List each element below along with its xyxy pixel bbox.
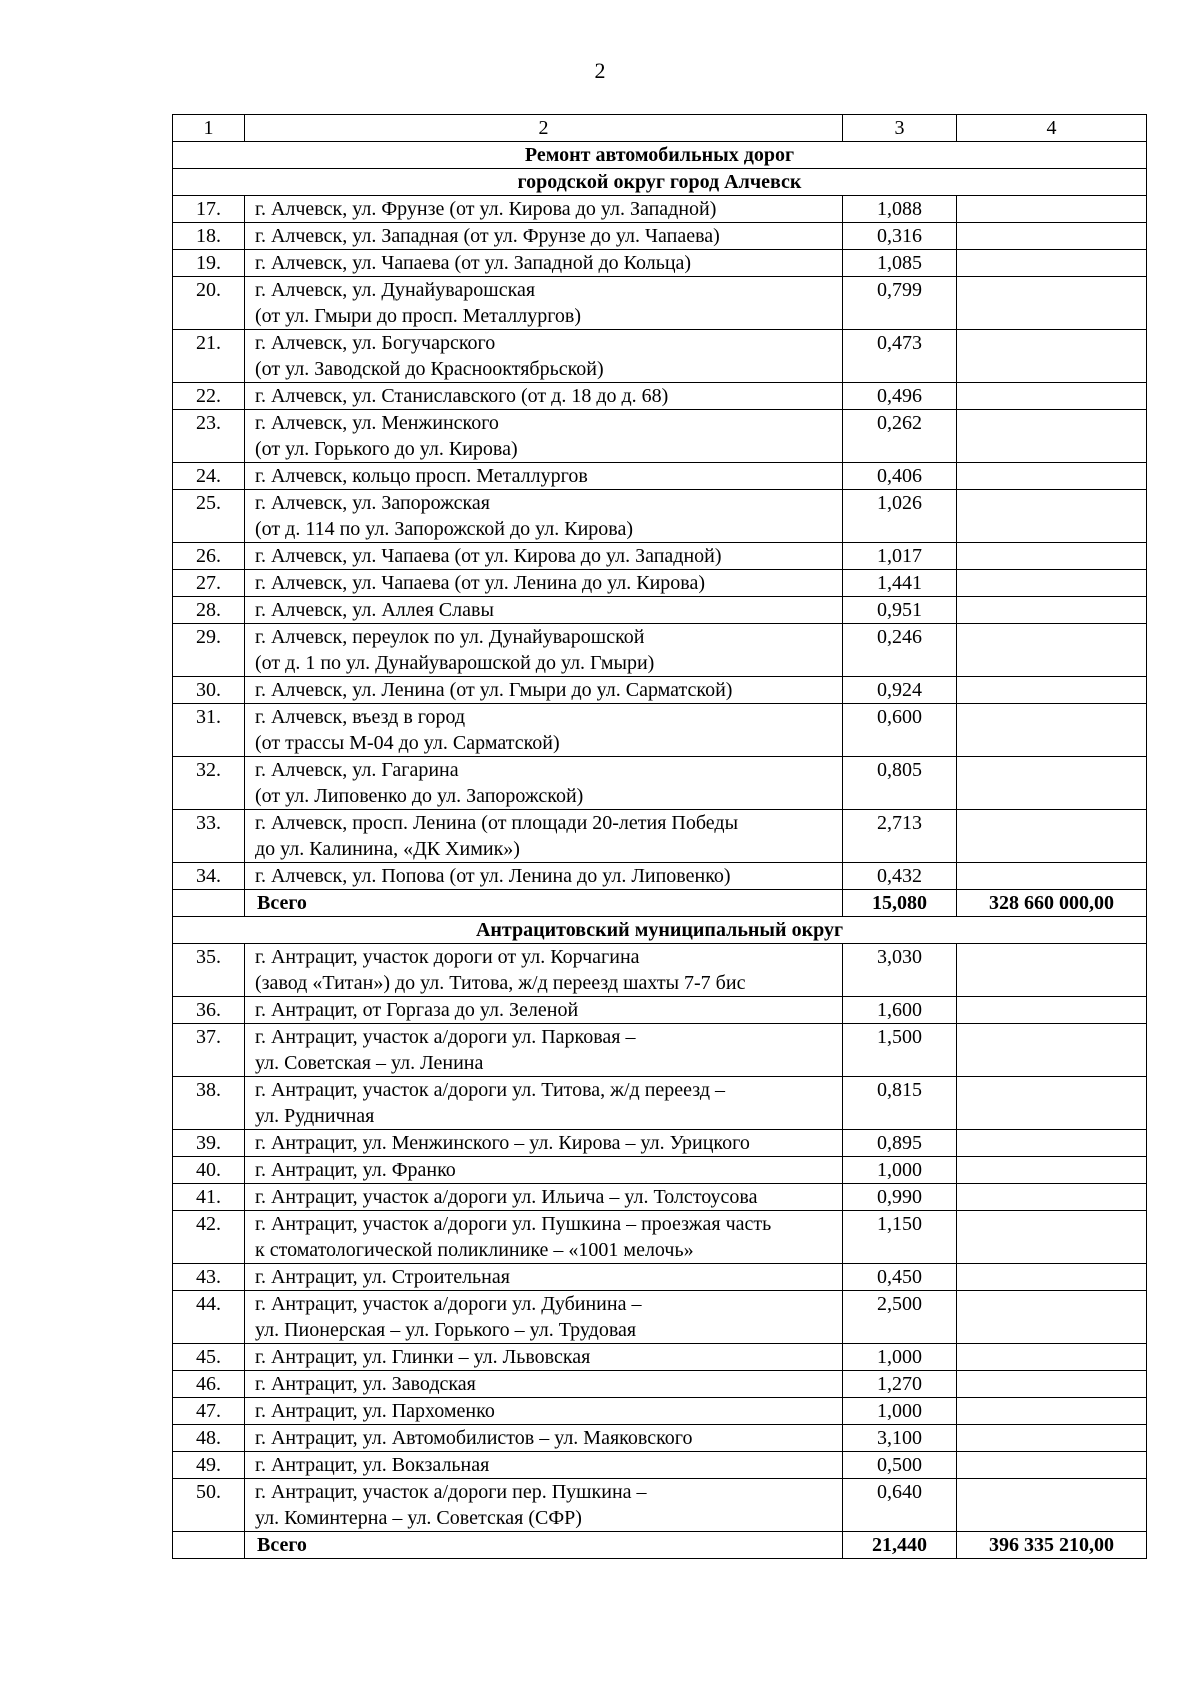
row-number: 30. <box>173 677 245 704</box>
road-section-description <box>245 1157 843 1184</box>
length-value: 1,017 <box>843 543 957 570</box>
amount-cell <box>957 624 1147 677</box>
group-title: Антрацитовский муниципальный округ <box>173 917 1147 944</box>
length-value: 1,600 <box>843 997 957 1024</box>
amount-cell <box>957 1344 1147 1371</box>
table-row <box>173 1184 1147 1211</box>
road-section-description <box>245 1264 843 1291</box>
amount-cell <box>957 383 1147 410</box>
table-row <box>173 944 1147 997</box>
road-section-description <box>245 570 843 597</box>
row-number: 25. <box>173 490 245 543</box>
table-row <box>173 624 1147 677</box>
road-section-description <box>245 704 843 757</box>
length-value: 0,895 <box>843 1130 957 1157</box>
table-row <box>173 383 1147 410</box>
amount-cell <box>957 997 1147 1024</box>
description-line: г. Антрацит, участок а/дороги пер. Пушкина – <box>255 1481 647 1503</box>
row-number: 36. <box>173 997 245 1024</box>
row-number: 43. <box>173 1264 245 1291</box>
road-section-description <box>245 1425 843 1452</box>
length-value: 1,500 <box>843 1024 957 1077</box>
description-line: г. Алчевск, ул. Ленина (от ул. Гмыри до ул. Сарматской) <box>255 679 733 701</box>
amount-cell <box>957 1479 1147 1532</box>
group-title: городской округ город Алчевск <box>173 169 1147 196</box>
description-line: (от ул. Заводской до Краснооктябрьской) <box>255 358 604 380</box>
length-value: 1,000 <box>843 1344 957 1371</box>
road-section-description <box>245 1077 843 1130</box>
table-row <box>173 1077 1147 1130</box>
total-number-cell <box>173 1532 245 1559</box>
table-row <box>173 570 1147 597</box>
road-section-description <box>245 410 843 463</box>
column-number-row <box>173 115 1147 142</box>
length-value: 1,000 <box>843 1398 957 1425</box>
description-line: ул. Рудничная <box>255 1105 375 1127</box>
table-row <box>173 1130 1147 1157</box>
road-section-description <box>245 543 843 570</box>
amount-cell <box>957 1211 1147 1264</box>
road-section-description <box>245 250 843 277</box>
total-length: 21,440 <box>843 1532 957 1559</box>
row-number: 42. <box>173 1211 245 1264</box>
length-value: 0,432 <box>843 863 957 890</box>
amount-cell <box>957 757 1147 810</box>
table-row <box>173 997 1147 1024</box>
road-section-description <box>245 944 843 997</box>
description-line: г. Алчевск, въезд в город <box>255 706 466 728</box>
description-line: г. Алчевск, ул. Богучарского <box>255 332 496 354</box>
road-section-description <box>245 330 843 383</box>
amount-cell <box>957 196 1147 223</box>
row-number: 31. <box>173 704 245 757</box>
row-number: 22. <box>173 383 245 410</box>
description-line: г. Антрацит, участок а/дороги ул. Парковая – <box>255 1026 636 1048</box>
table-row <box>173 277 1147 330</box>
amount-cell <box>957 463 1147 490</box>
length-value: 1,270 <box>843 1371 957 1398</box>
table-row <box>173 863 1147 890</box>
description-line: г. Антрацит, участок а/дороги ул. Ильича – ул. Толстоусова <box>255 1186 758 1208</box>
road-section-description <box>245 196 843 223</box>
description-line: г. Алчевск, ул. Чапаева (от ул. Ленина до ул. Кирова) <box>255 572 706 594</box>
total-row <box>173 1532 1147 1559</box>
amount-cell <box>957 1077 1147 1130</box>
road-section-description <box>245 597 843 624</box>
amount-cell <box>957 944 1147 997</box>
description-line: г. Алчевск, ул. Чапаева (от ул. Западной до Кольца) <box>255 252 692 274</box>
table-row <box>173 677 1147 704</box>
road-section-description <box>245 490 843 543</box>
description-line: г. Алчевск, переулок по ул. Дунайуварошской <box>255 626 645 648</box>
row-number: 46. <box>173 1371 245 1398</box>
description-line: (от ул. Горького до ул. Кирова) <box>255 438 518 460</box>
description-line: г. Антрацит, ул. Автомобилистов – ул. Маяковского <box>255 1427 693 1449</box>
length-value: 0,450 <box>843 1264 957 1291</box>
description-line: к стоматологической поликлинике – «1001 мелочь» <box>255 1239 694 1261</box>
description-line: г. Антрацит, участок а/дороги ул. Пушкина – проезжая часть <box>255 1213 772 1235</box>
amount-cell <box>957 597 1147 624</box>
row-number: 40. <box>173 1157 245 1184</box>
description-line: г. Алчевск, ул. Менжинского <box>255 412 499 434</box>
table-row <box>173 1024 1147 1077</box>
description-line: г. Алчевск, ул. Запорожская <box>255 492 490 514</box>
length-value: 2,713 <box>843 810 957 863</box>
table-row <box>173 1479 1147 1532</box>
amount-cell <box>957 330 1147 383</box>
section-title-row <box>173 142 1147 169</box>
length-value: 0,600 <box>843 704 957 757</box>
table-row <box>173 1211 1147 1264</box>
road-section-description <box>245 1344 843 1371</box>
description-line: (от ул. Липовенко до ул. Запорожской) <box>255 785 584 807</box>
table-row <box>173 250 1147 277</box>
amount-cell <box>957 704 1147 757</box>
road-section-description <box>245 1398 843 1425</box>
length-value: 1,441 <box>843 570 957 597</box>
column-header-4: 4 <box>957 115 1147 142</box>
total-amount: 396 335 210,00 <box>957 1532 1147 1559</box>
row-number: 18. <box>173 223 245 250</box>
table-row <box>173 757 1147 810</box>
amount-cell <box>957 1184 1147 1211</box>
row-number: 21. <box>173 330 245 383</box>
road-section-description <box>245 677 843 704</box>
total-amount: 328 660 000,00 <box>957 890 1147 917</box>
road-section-description <box>245 1371 843 1398</box>
length-value: 0,473 <box>843 330 957 383</box>
row-number: 17. <box>173 196 245 223</box>
group-title-row <box>173 169 1147 196</box>
row-number: 39. <box>173 1130 245 1157</box>
road-section-description <box>245 1452 843 1479</box>
length-value: 0,990 <box>843 1184 957 1211</box>
row-number: 37. <box>173 1024 245 1077</box>
description-line: (от ул. Гмыри до просп. Металлургов) <box>255 305 581 327</box>
row-number: 24. <box>173 463 245 490</box>
description-line: ул. Коминтерна – ул. Советская (СФР) <box>255 1507 582 1529</box>
table-row <box>173 1291 1147 1344</box>
road-section-description <box>245 1130 843 1157</box>
road-section-description <box>245 277 843 330</box>
length-value: 0,406 <box>843 463 957 490</box>
total-label: Всего <box>245 890 843 917</box>
description-line: г. Антрацит, участок а/дороги ул. Дубинина – <box>255 1293 642 1315</box>
road-section-description <box>245 1184 843 1211</box>
table-row <box>173 597 1147 624</box>
length-value: 0,496 <box>843 383 957 410</box>
road-section-description <box>245 757 843 810</box>
length-value: 0,640 <box>843 1479 957 1532</box>
length-value: 1,088 <box>843 196 957 223</box>
amount-cell <box>957 1452 1147 1479</box>
length-value: 0,262 <box>843 410 957 463</box>
description-line: (от д. 114 по ул. Запорожской до ул. Кирова) <box>255 518 633 540</box>
length-value: 1,085 <box>843 250 957 277</box>
row-number: 48. <box>173 1425 245 1452</box>
amount-cell <box>957 570 1147 597</box>
amount-cell <box>957 1371 1147 1398</box>
row-number: 19. <box>173 250 245 277</box>
table-row <box>173 1371 1147 1398</box>
row-number: 20. <box>173 277 245 330</box>
row-number: 38. <box>173 1077 245 1130</box>
table-row <box>173 1452 1147 1479</box>
table-row <box>173 330 1147 383</box>
description-line: до ул. Калинина, «ДК Химик») <box>255 838 520 860</box>
row-number: 50. <box>173 1479 245 1532</box>
description-line: ул. Советская – ул. Ленина <box>255 1052 484 1074</box>
description-line: г. Антрацит, ул. Строительная <box>255 1266 510 1288</box>
row-number: 23. <box>173 410 245 463</box>
description-line: г. Антрацит, ул. Менжинского – ул. Кирова – ул. Урицкого <box>255 1132 750 1154</box>
table-row <box>173 410 1147 463</box>
description-line: г. Алчевск, ул. Фрунзе (от ул. Кирова до ул. Западной) <box>255 198 717 220</box>
row-number: 34. <box>173 863 245 890</box>
road-section-description <box>245 810 843 863</box>
amount-cell <box>957 1398 1147 1425</box>
description-line: г. Антрацит, участок а/дороги ул. Титова, ж/д переезд – <box>255 1079 726 1101</box>
road-section-description <box>245 1024 843 1077</box>
total-label: Всего <box>245 1532 843 1559</box>
row-number: 41. <box>173 1184 245 1211</box>
description-line: г. Алчевск, ул. Аллея Славы <box>255 599 494 621</box>
description-line: г. Антрацит, ул. Франко <box>255 1159 456 1181</box>
amount-cell <box>957 490 1147 543</box>
description-line: ул. Пионерская – ул. Горького – ул. Трудовая <box>255 1319 637 1341</box>
length-value: 0,805 <box>843 757 957 810</box>
amount-cell <box>957 1264 1147 1291</box>
description-line: г. Антрацит, ул. Пархоменко <box>255 1400 495 1422</box>
table-row <box>173 463 1147 490</box>
row-number: 47. <box>173 1398 245 1425</box>
length-value: 3,030 <box>843 944 957 997</box>
description-line: г. Алчевск, ул. Чапаева (от ул. Кирова до ул. Западной) <box>255 545 722 567</box>
length-value: 0,924 <box>843 677 957 704</box>
road-repair-table <box>172 114 1147 1559</box>
table-row <box>173 1398 1147 1425</box>
amount-cell <box>957 223 1147 250</box>
description-line: г. Антрацит, ул. Вокзальная <box>255 1454 490 1476</box>
group-title-row <box>173 917 1147 944</box>
road-section-description <box>245 1291 843 1344</box>
amount-cell <box>957 1291 1147 1344</box>
row-number: 26. <box>173 543 245 570</box>
description-line: г. Алчевск, ул. Гагарина <box>255 759 459 781</box>
length-value: 2,500 <box>843 1291 957 1344</box>
row-number: 33. <box>173 810 245 863</box>
total-row <box>173 890 1147 917</box>
table-row <box>173 196 1147 223</box>
description-line: г. Алчевск, просп. Ленина (от площади 20-летия Победы <box>255 812 739 834</box>
amount-cell <box>957 863 1147 890</box>
table-row <box>173 490 1147 543</box>
length-value: 1,026 <box>843 490 957 543</box>
section-title: Ремонт автомобильных дорог <box>173 142 1147 169</box>
amount-cell <box>957 410 1147 463</box>
table-row <box>173 1425 1147 1452</box>
description-line: (от д. 1 по ул. Дунайуварошской до ул. Гмыри) <box>255 652 655 674</box>
amount-cell <box>957 1024 1147 1077</box>
table-row <box>173 1344 1147 1371</box>
table-row <box>173 543 1147 570</box>
description-line: г. Алчевск, ул. Западная (от ул. Фрунзе до ул. Чапаева) <box>255 225 720 247</box>
row-number: 28. <box>173 597 245 624</box>
road-section-description <box>245 863 843 890</box>
road-section-description <box>245 997 843 1024</box>
description-line: (от трассы М-04 до ул. Сарматской) <box>255 732 560 754</box>
row-number: 35. <box>173 944 245 997</box>
table-row <box>173 223 1147 250</box>
length-value: 0,316 <box>843 223 957 250</box>
table-row <box>173 810 1147 863</box>
column-header-2: 2 <box>245 115 843 142</box>
amount-cell <box>957 1130 1147 1157</box>
amount-cell <box>957 277 1147 330</box>
total-number-cell <box>173 890 245 917</box>
amount-cell <box>957 810 1147 863</box>
amount-cell <box>957 677 1147 704</box>
column-header-3: 3 <box>843 115 957 142</box>
row-number: 49. <box>173 1452 245 1479</box>
row-number: 29. <box>173 624 245 677</box>
road-section-description <box>245 463 843 490</box>
length-value: 0,951 <box>843 597 957 624</box>
length-value: 0,500 <box>843 1452 957 1479</box>
description-line: (завод «Титан») до ул. Титова, ж/д переезд шахты 7-7 бис <box>255 972 746 994</box>
length-value: 0,815 <box>843 1077 957 1130</box>
length-value: 3,100 <box>843 1425 957 1452</box>
row-number: 44. <box>173 1291 245 1344</box>
amount-cell <box>957 543 1147 570</box>
amount-cell <box>957 250 1147 277</box>
description-line: г. Алчевск, ул. Дунайуварошская <box>255 279 536 301</box>
road-section-description <box>245 624 843 677</box>
amount-cell <box>957 1157 1147 1184</box>
description-line: г. Алчевск, кольцо просп. Металлургов <box>255 465 588 487</box>
row-number: 45. <box>173 1344 245 1371</box>
description-line: г. Антрацит, участок дороги от ул. Корчагина <box>255 946 640 968</box>
row-number: 27. <box>173 570 245 597</box>
table-row <box>173 1264 1147 1291</box>
road-section-description <box>245 383 843 410</box>
page-number: 2 <box>594 58 606 83</box>
table-row <box>173 704 1147 757</box>
amount-cell <box>957 1425 1147 1452</box>
column-header-1: 1 <box>173 115 245 142</box>
total-length: 15,080 <box>843 890 957 917</box>
length-value: 1,150 <box>843 1211 957 1264</box>
length-value: 1,000 <box>843 1157 957 1184</box>
road-section-description <box>245 1479 843 1532</box>
description-line: г. Антрацит, ул. Глинки – ул. Львовская <box>255 1346 591 1368</box>
length-value: 0,799 <box>843 277 957 330</box>
road-section-description <box>245 223 843 250</box>
length-value: 0,246 <box>843 624 957 677</box>
description-line: г. Антрацит, ул. Заводская <box>255 1373 476 1395</box>
description-line: г. Алчевск, ул. Попова (от ул. Ленина до ул. Липовенко) <box>255 865 731 887</box>
description-line: г. Алчевск, ул. Станиславского (от д. 18 до д. 68) <box>255 385 669 407</box>
row-number: 32. <box>173 757 245 810</box>
road-section-description <box>245 1211 843 1264</box>
table-row <box>173 1157 1147 1184</box>
description-line: г. Антрацит, от Горгаза до ул. Зеленой <box>255 999 579 1021</box>
